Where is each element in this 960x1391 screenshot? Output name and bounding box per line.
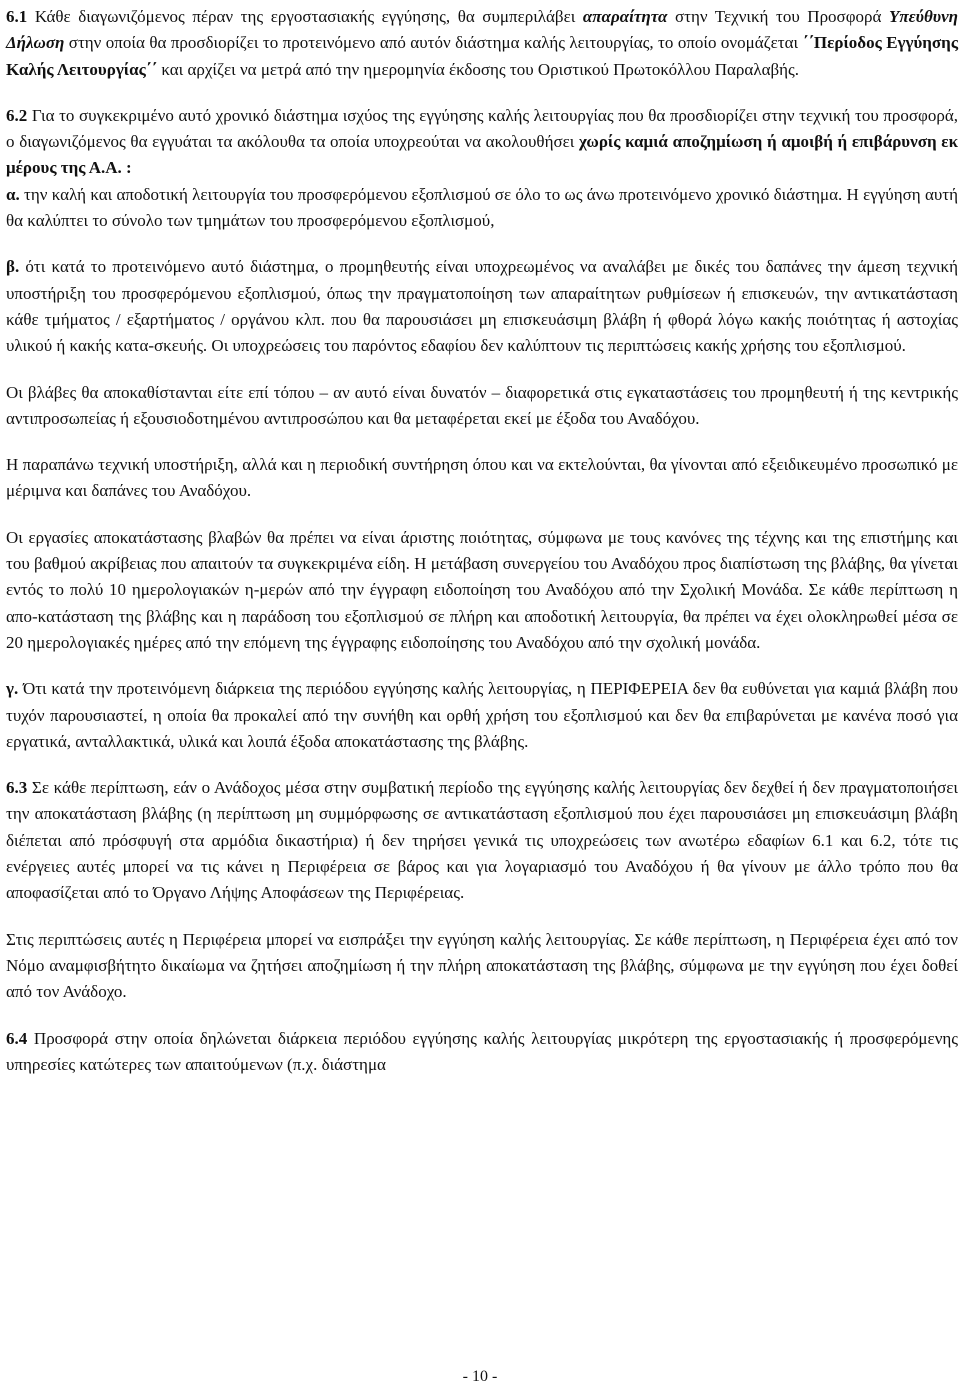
page-number: - 10 - (462, 1368, 498, 1385)
emphasis: Υπεύθυνη Δήλωση (6, 7, 958, 53)
section-number: 6.3 (6, 778, 28, 798)
text: την καλή και αποδοτική λειτουργία του προσφερόμενου εξοπλισμού σε όλο το ως άνω προτεινόμενο χρονικό διάστημα. Η εγγύηση αυτή θα καλύπτει το σύνολο των τμημάτων του προσφερόμενου εξοπλισμού, (6, 184, 958, 231)
item-label: α. (6, 184, 20, 204)
paragraph-restoration: Οι εργασίες αποκατάστασης βλαβών θα πρέπει να είναι άριστης ποιότητας, σύμφωνα με τους κανόνες της τέχνης και της επιστήμης και του βαθμού ακρίβειας που απαιτούν τα συγκεκριμένα είδη. Η μετάβαση συνεργείου του Αναδόχου προς διαπίστωση της βλάβης, θα γίνεται εντός το πολύ 10 ημερολογιακών η-μερών από την έγγραφη ειδοποίηση του Αναδόχου από την Σχολική Μονάδα. Σε κάθε περίπτωση η απο-κατάσταση της βλάβης και η παράδοση του εξοπλισμού σε πλήρη και αποδοτική λειτουργία, θα πρέπει να έχει ολοκληρωθεί μέσα σε 20 ημερολογιακές ημέρες από την επόμενη της έγγραφης ειδοποίησης του Αναδόχου από την σχολική μονάδα. (6, 527, 958, 652)
text: Ότι κατά την προτεινόμενη διάρκεια της περιόδου εγγύησης καλής λειτουργίας, η ΠΕΡΙΦΕΡΕΙΑ δεν θα ευθύνεται για καμιά βλάβη που τυχόν παρουσιαστεί, η οποία θα προκαλεί από την συνήθη και ορθή χρήση του εξοπλισμού και δεν θα επιβαρύνεται με κανένα ποσό για εργατικά, ανταλλακτικά, υλικά και λοιπά έξοδα αποκατάστασης της βλάβης. (6, 679, 958, 751)
emphasis: απαραίτητα (582, 7, 668, 26)
item-gamma (6, 676, 958, 755)
paragraph-6-1 (6, 4, 958, 83)
paragraph-repairs: Οι βλάβες θα αποκαθίστανται είτε επί τόπου – αν αυτό είναι δυνατόν – διαφορετικά στις εγκαταστάσεις του προμηθευτή ή της κεντρικής αντιπροσωπείας ή εξουσιοδοτημένου αντιπροσώπου και θα μεταφέρεται εκεί με έξοδα του Αναδόχου. (6, 382, 958, 428)
emphasis: χωρίς καμιά αποζημίωση ή αμοιβή ή επιβάρυνση εκ μέρους της Α.Α. : (6, 132, 959, 178)
paragraph-guarantee-claim: Στις περιπτώσεις αυτές η Περιφέρεια μπορεί να εισπράξει την εγγύηση καλής λειτουργίας. Σε κάθε περίπτωση, η Περιφέρεια έχει από τον Νόμο αναμφισβήτητο δικαίωμα να ζητήσει αποζημίωση ή την πλήρη αποκατάσταση της βλάβης, σύμφωνα με την εγγύηση που έχει δοθεί από τον Ανάδοχο. (6, 929, 958, 1002)
paragraph-6-3 (6, 775, 958, 906)
section-number: 6.2 (6, 105, 28, 125)
text: στην Τεχνική του Προσφορά (667, 7, 889, 26)
paragraph-6-4 (6, 1026, 958, 1079)
paragraph-support: Η παραπάνω τεχνική υποστήριξη, αλλά και η περιοδική συντήρηση όπου και να εκτελούνται, θα γίνονται από εξειδικευμένο προσωπικό με μέριμνα και δαπάνες του Αναδόχου. (6, 455, 958, 501)
item-alpha (6, 182, 958, 235)
text: και αρχίζει να μετρά από την ημερομηνία έκδοσης του Οριστικού Πρωτοκόλλου Παραλαβής. (157, 59, 799, 79)
text: ότι κατά το προτεινόμενο αυτό διάστημα, ο προμηθευτής είναι υποχρεωμένος να αναλάβει με δικές του δαπάνες την άμεση τεχνική υποστήριξη του προσφερόμενου εξοπλισμού, όπως την πραγματοποίηση των απαραίτητων ρυθμίσεων ή επισκευών, την αντικατάσταση κάθε τμήματος / εξαρτήματος / οργάνου κλπ. που θα παρουσιάσει μη επισκευάσιμη βλάβη ή φθορά λόγω κακής ποιότητας ή αστοχίας υλικού ή κακής κατα-σκευής. Οι υποχρεώσεις του παρόντος εδαφίου δεν καλύπτουν τις περιπτώσεις κακής χρήσης του εξοπλισμού. (6, 257, 958, 356)
text: Κάθε διαγωνιζόμενος πέραν της εργοστασιακής εγγύησης, θα συμπεριλάβει (27, 7, 583, 26)
text: στην οποία θα προσδιορίζει το προτεινόμενο από αυτόν διάστημα καλής λειτουργίας, το οποίο ονομάζεται (64, 33, 803, 53)
section-number: 6.4 (6, 1028, 28, 1048)
text: Σε κάθε περίπτωση, εάν ο Ανάδοχος μέσα στην συμβατική περίοδο της εγγύησης καλής λειτουργίας δεν δεχθεί ή δεν πραγματοποιήσει την αποκατάσταση βλάβης (η περίπτωση μη συμμόρφωσης σε αντικατάσταση εξοπλισμού που έχει παρουσιάσει μη επισκευάσιμη βλάβη διέπεται από πρόσφυγή στα αρμόδια δικαστήρια) ή δεν τηρήσει γενικά τις υποχρεώσεις των ανωτέρω εδαφίων 6.1 και 6.2, τότε τις ενέργειες αυτές μπορεί να τις κάνει η Περιφέρεια σε βάρος και για λογαριασμό του Αναδόχου ή θα γίνουν με άλλο τρόπο που θα αποφασίζεται από το Όργανο Λήψης Αποφάσεων της Περιφέρειας. (6, 778, 958, 903)
item-label: γ. (6, 679, 19, 699)
item-label: β. (6, 257, 20, 277)
section-number: 6.1 (6, 7, 28, 26)
item-beta (6, 254, 958, 359)
paragraph-6-2 (6, 103, 958, 182)
emphasis: ΄΄Περίοδος Εγγύησης Καλής Λειτουργίας΄΄ (6, 33, 958, 79)
text: Για το συγκεκριμένο αυτό χρονικό διάστημα ισχύος της εγγύησης καλής λειτουργίας που θα προσδιορίζει στην τεχνική του προσφορά, ο διαγωνιζόμενος θα εγγυάται τα ακόλουθα τα οποία υποχρεούται να ακολουθήσει (6, 105, 958, 152)
text: Προσφορά στην οποία δηλώνεται διάρκεια περιόδου εγγύησης καλής λειτουργίας μικρότερη της εργοστασιακής ή προσφερόμενης υπηρεσίες κατώτερες των απαιτούμενων (π.χ. διάστημα (6, 1028, 958, 1074)
